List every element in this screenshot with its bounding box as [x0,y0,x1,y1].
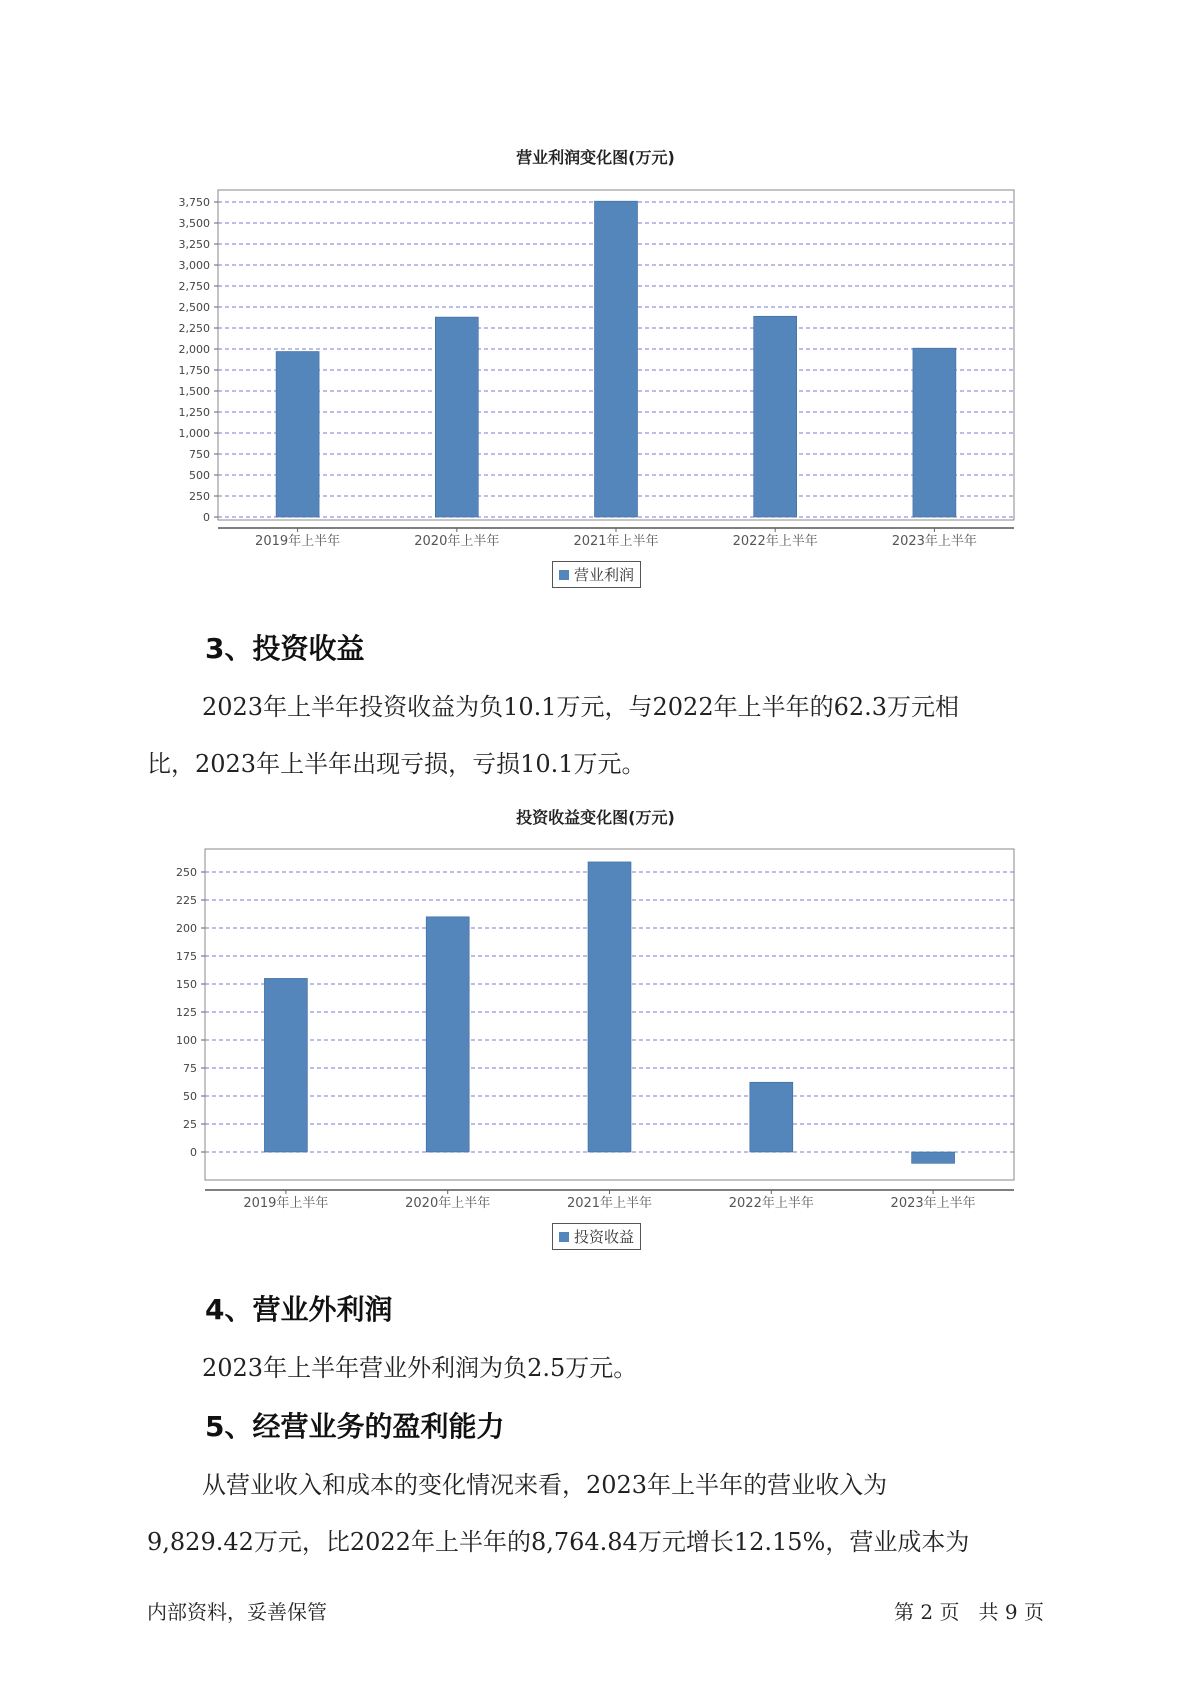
y-tick-label: 3,000 [178,259,210,272]
y-tick-label: 3,250 [178,238,210,251]
bar [264,978,307,1152]
y-tick-label: 1,750 [178,364,210,377]
y-tick-label: 750 [189,448,210,461]
y-tick-label: 150 [176,978,197,991]
x-tick-label: 2021年上半年 [566,1196,653,1211]
x-tick-label: 2022年上半年 [732,534,818,549]
y-tick-label: 2,500 [178,301,210,314]
y-tick-label: 175 [176,950,197,963]
y-tick-label: 250 [176,866,197,879]
y-tick-label: 100 [176,1034,197,1047]
section3-paragraph-line2: 比，2023年上半年出现亏损，亏损10.1万元。 [147,750,646,778]
x-tick-label: 2019年上半年 [243,1196,329,1211]
y-tick-label: 3,750 [178,196,210,209]
x-tick-label: 2023年上半年 [890,1196,976,1211]
bar [588,862,631,1152]
section3-paragraph-line1: 2023年上半年投资收益为负10.1万元，与2022年上半年的62.3万元相 [202,693,960,721]
y-tick-label: 2,000 [178,343,210,356]
y-tick-label: 225 [176,894,197,907]
section3-heading: 3、投资收益 [205,632,365,665]
section4-heading: 4、营业外利润 [205,1293,393,1326]
y-tick-label: 75 [183,1062,197,1075]
y-tick-label: 2,250 [178,322,210,335]
y-tick-label: 3,500 [178,217,210,230]
bar [750,1082,793,1152]
bar [426,917,469,1152]
x-tick-label: 2021年上半年 [573,534,659,549]
x-tick-label: 2022年上半年 [728,1196,814,1211]
legend-swatch-icon [559,1232,569,1242]
y-tick-label: 25 [183,1118,197,1131]
bar [912,1152,955,1163]
y-tick-label: 500 [189,469,210,482]
y-tick-label: 2,750 [178,280,210,293]
chart1-legend-label: 营业利润 [574,566,635,584]
y-tick-label: 250 [189,490,210,503]
y-tick-label: 0 [190,1146,197,1159]
y-tick-label: 1,000 [178,427,210,440]
chart2-legend [552,1223,641,1250]
chart2-title: 投资收益变化图(万元) [516,808,675,827]
y-tick-label: 50 [183,1090,197,1103]
section5-paragraph-line1: 从营业收入和成本的变化情况来看，2023年上半年的营业收入为 [202,1471,888,1499]
chart2-legend-label: 投资收益 [574,1228,635,1246]
y-tick-label: 200 [176,922,197,935]
x-tick-label: 2020年上半年 [414,534,500,549]
chart1-title: 营业利润变化图(万元) [516,148,675,167]
y-tick-label: 0 [203,511,210,524]
footer-left-note: 内部资料，妥善保管 [147,1600,327,1624]
y-tick-label: 125 [176,1006,197,1019]
x-tick-label: 2020年上半年 [405,1196,491,1211]
footer-page-number: 第 2 页 共 9 页 [894,1600,1044,1624]
section5-heading: 5、经营业务的盈利能力 [205,1410,505,1443]
y-tick-label: 1,250 [178,406,210,419]
section4-paragraph-line1: 2023年上半年营业外利润为负2.5万元。 [202,1354,638,1382]
y-tick-label: 1,500 [178,385,210,398]
section5-paragraph-line2: 9,829.42万元，比2022年上半年的8,764.84万元增长12.15%，营业成本为 [147,1528,970,1556]
x-tick-label: 2019年上半年 [255,534,341,549]
x-tick-label: 2023年上半年 [891,534,977,549]
